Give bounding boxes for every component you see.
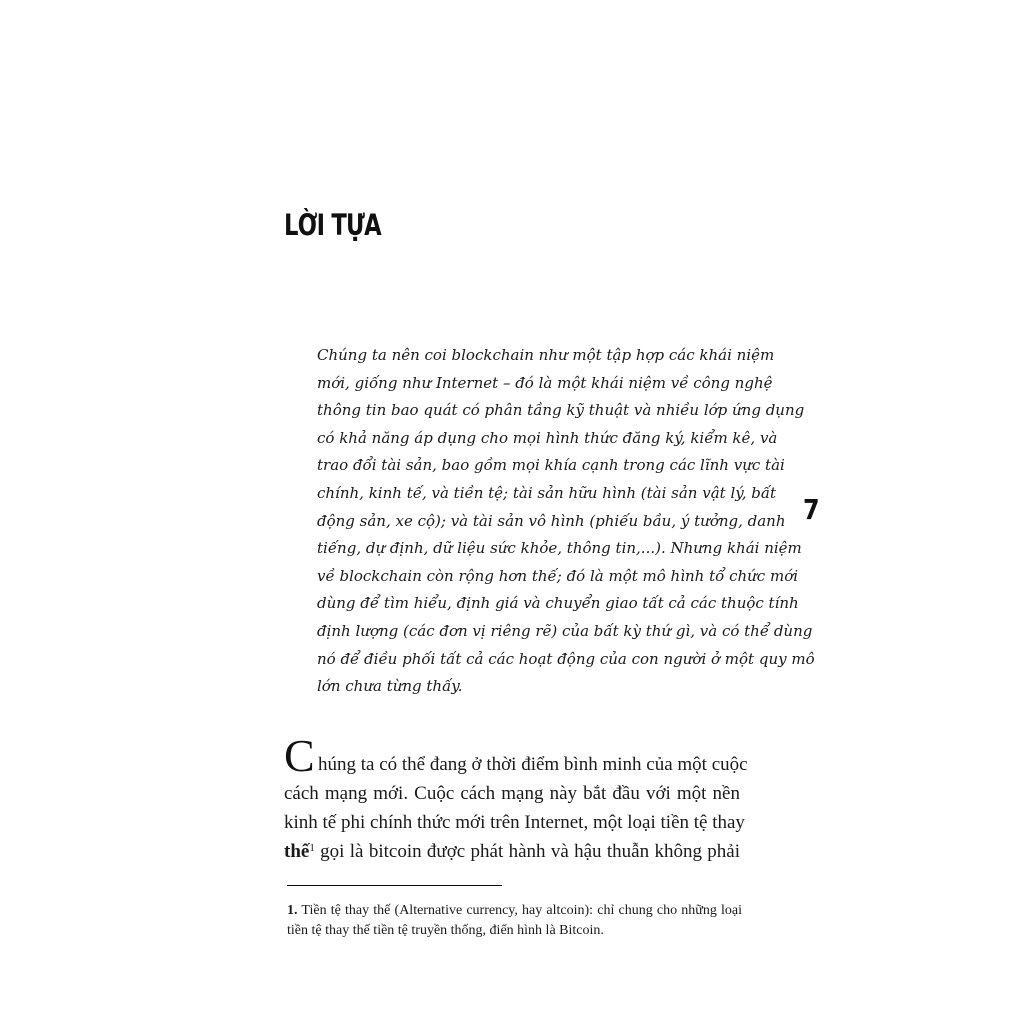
body-line (284, 837, 740, 866)
body-line-rest: gọi là bitcoin được phát hành và hậu thuẫn không phải (314, 841, 740, 862)
body-paragraph (284, 750, 748, 866)
footnote-text: Tiền tệ thay thế (Alternative currency, hay altcoin): chỉ chung cho những loại (297, 903, 742, 918)
epigraph-line: nó để điều phối tất cả các hoạt động của con người ở một quy mô (317, 649, 815, 668)
epigraph-line: thông tin bao quát có phân tầng kỹ thuật và nhiều lớp ứng dụng (317, 401, 805, 420)
epigraph-line: dùng để tìm hiểu, định giá và chuyển giao tất cả các thuộc tính (317, 594, 799, 613)
epigraph-line: có khả năng áp dụng cho mọi hình thức đăng ký, kiểm kê, và (317, 428, 778, 447)
epigraph-line: tiếng, dự định, dữ liệu sức khỏe, thông tin,...). Nhưng khái niệm (317, 539, 802, 558)
epigraph-line: về blockchain còn rộng hơn thế; đó là một mô hình tổ chức mới (317, 566, 799, 585)
epigraph-line: Chúng ta nên coi blockchain như một tập hợp các khái niệm (317, 346, 775, 364)
chapter-title: LỜI TỰA (284, 208, 381, 242)
epigraph-line: lớn chưa từng thấy. (317, 677, 463, 696)
footnote-line (287, 901, 742, 921)
footnote-divider (287, 885, 502, 886)
page-number: 7 (803, 493, 820, 526)
epigraph-line: chính, kinh tế, và tiền tệ; tài sản hữu hình (tài sản vật lý, bất (317, 483, 777, 502)
drop-cap: C (284, 730, 315, 781)
footnoted-term: thế (284, 841, 310, 862)
body-line: húng ta có thể đang ở thời điểm bình minh của một cuộc (318, 754, 748, 775)
epigraph-line: mới, giống như Internet – đó là một khái niệm về công nghệ (317, 373, 773, 392)
footnote-line: tiền tệ thay thế tiền tệ truyền thống, điển hình là Bitcoin. (287, 923, 604, 938)
epigraph-line: động sản, xe cộ); và tài sản vô hình (phiếu bầu, ý tưởng, danh (317, 511, 786, 530)
body-line: cách mạng mới. Cuộc cách mạng này bắt đầu với một nền (284, 783, 740, 804)
epigraph (317, 342, 815, 701)
epigraph-line: trao đổi tài sản, bao gồm mọi khía cạnh trong các lĩnh vực tài (317, 456, 785, 475)
epigraph-line: định lượng (các đơn vị riêng rẽ) của bất kỳ thứ gì, và có thể dùng (317, 621, 813, 640)
footnote (287, 901, 742, 941)
footnote-reference[interactable]: 1 (309, 842, 315, 854)
body-line: kinh tế phi chính thức mới trên Internet, một loại tiền tệ thay (284, 812, 745, 833)
footnote-number: 1. (287, 903, 298, 918)
